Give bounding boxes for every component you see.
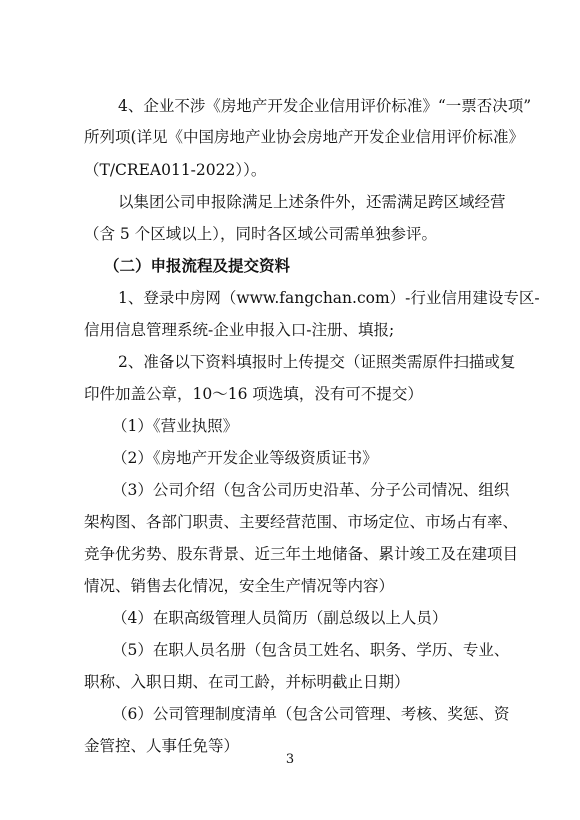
paragraph-line: 1、登录中房网（www.fangchan.com）-行业信用建设专区- xyxy=(118,289,540,307)
list-item: （1）《营业执照》 xyxy=(112,417,239,435)
paragraph-line: （T/CREA011-2022））。 xyxy=(84,161,267,179)
paragraph-line: 信用信息管理系统-企业申报入口-注册、填报; xyxy=(84,321,395,339)
paragraph-line: 所列项(详见《中国房地产业协会房地产开发企业信用评价标准》 xyxy=(84,128,525,146)
paragraph-line: 竞争优劣势、股东背景、近三年土地储备、累计竣工及在建项目 xyxy=(84,545,519,563)
paragraph-line: 2、准备以下资料填报时上传提交（证照类需原件扫描或复 xyxy=(118,353,516,371)
paragraph-line: 架构图、各部门职责、主要经营范围、市场定位、市场占有率、 xyxy=(84,513,519,531)
list-item: （6）公司管理制度清单（包含公司管理、考核、奖惩、资 xyxy=(112,705,510,723)
paragraph-line: 以集团公司申报除满足上述条件外，还需满足跨区域经营 xyxy=(118,193,506,211)
paragraph-line: 情况、销售去化情况，安全生产情况等内容） xyxy=(84,577,395,595)
paragraph-line: 金管控、人事任免等） xyxy=(84,737,240,755)
section-heading: （二）申报流程及提交资料 xyxy=(104,256,291,275)
list-item: （5）在职人员名册（包含员工姓名、职务、学历、专业、 xyxy=(112,641,510,659)
paragraph-line: 职称、入职日期、在司工龄，并标明截止日期） xyxy=(84,673,410,691)
list-item: （3）公司介绍（包含公司历史沿革、分子公司情况、组织 xyxy=(112,481,510,499)
list-item: （2）《房地产开发企业等级资质证书》 xyxy=(112,449,378,467)
list-item: （4）在职高级管理人员简历（副总级以上人员） xyxy=(112,609,448,627)
paragraph-line: 印件加盖公章，10～16 项选填，没有可不提交） xyxy=(84,385,423,403)
paragraph-line: （含 5 个区域以上），同时各区域公司需单独参评。 xyxy=(84,225,437,243)
paragraph-line: 4、企业不涉《房地产开发企业信用评价标准》“一票否决项” xyxy=(118,97,532,115)
page-number: 3 xyxy=(285,752,295,767)
